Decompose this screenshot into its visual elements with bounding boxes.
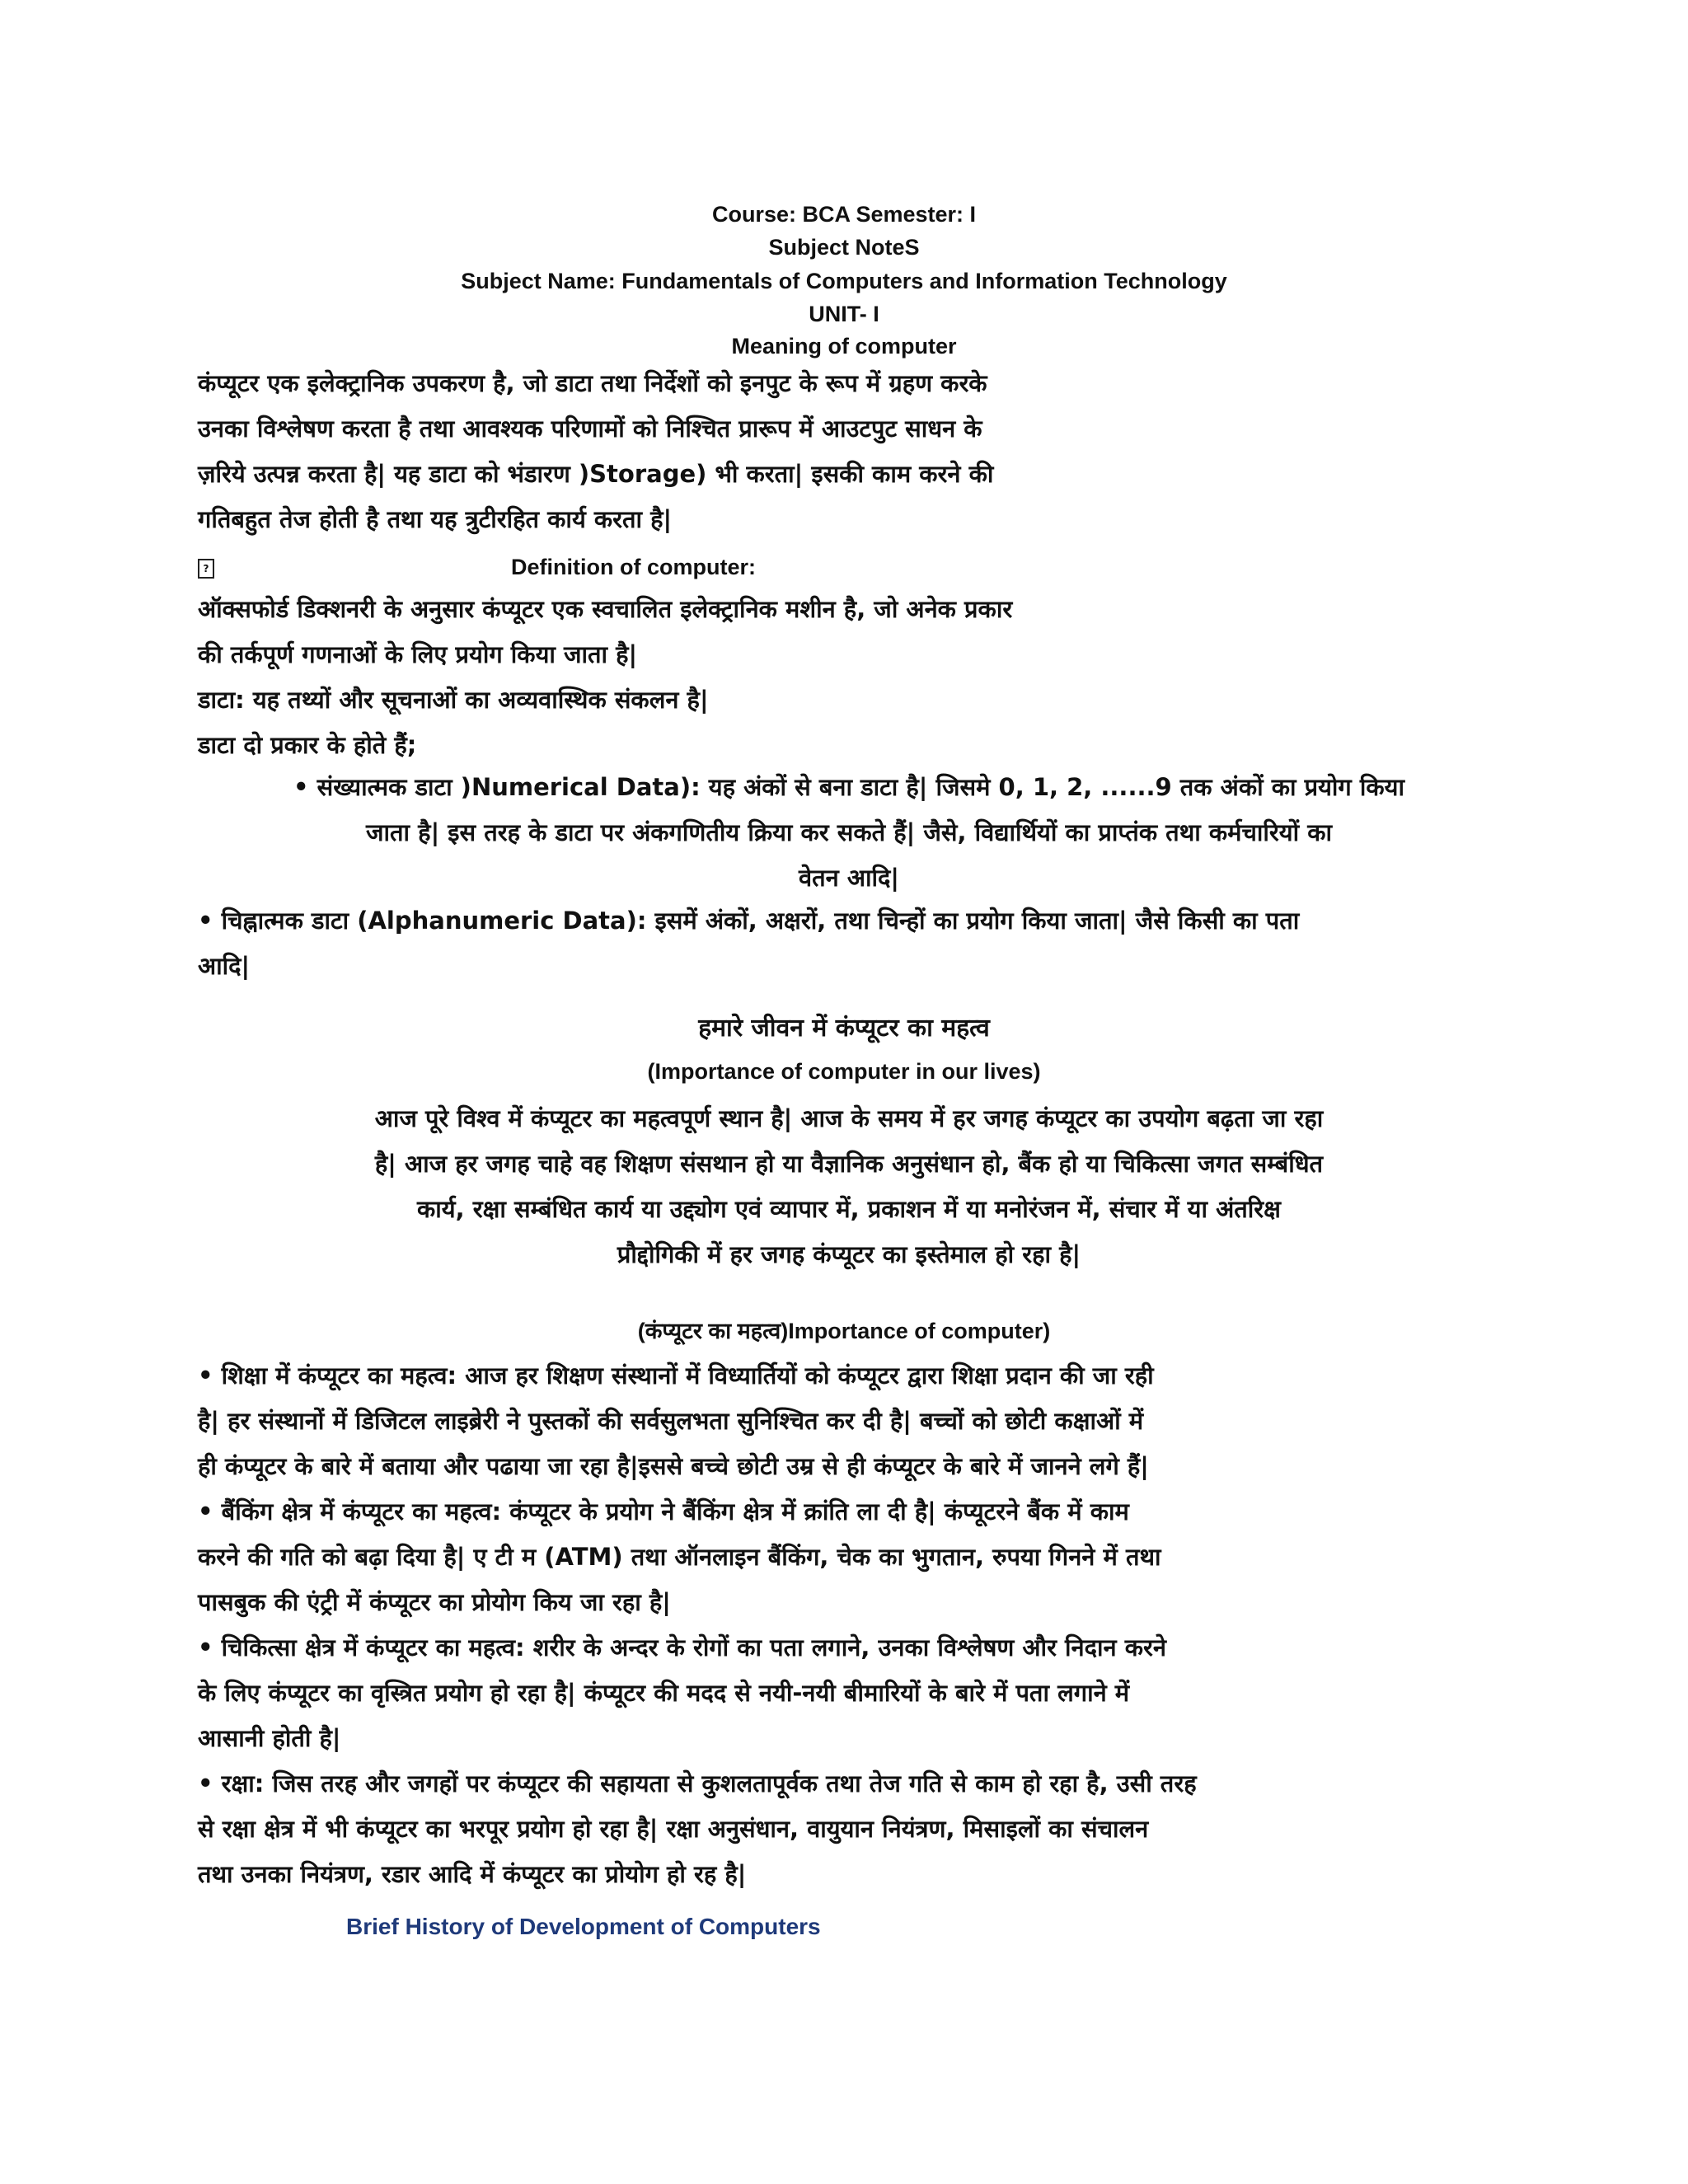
importance-lives-paragraph	[198, 1096, 1500, 1277]
importance-lives-line: प्रौद्दोगिकी में हर जगह कंप्यूटर का इस्तेमाल हो रहा है|	[617, 1240, 1081, 1268]
importance-lives-heading-hindi: हमारे जीवन में कंप्यूटर का महत्व	[698, 1014, 990, 1043]
numerical-line: वेतन आदि|	[799, 864, 899, 892]
missing-glyph-icon: ?	[198, 559, 214, 579]
alphanumeric-line: • चिह्नात्मक डाटा (Alphanumeric Data): इसमें अंकों, अक्षरों, तथा चिन्हों का प्रयोग किया जाता| जैसे किसी का पता	[198, 907, 1300, 935]
importance-line: से रक्षा क्षेत्र में भी कंप्यूटर का भरपूर प्रयोग हो रहा है| रक्षा अनुसंधान, वायुयान नियंत्रण, मिसाइलों का संचालन	[198, 1815, 1149, 1843]
importance-lives-heading-english: (Importance of computer in our lives)	[647, 1059, 1041, 1084]
meaning-heading: Meaning of computer	[731, 334, 957, 359]
importance-heading: (कंप्यूटर का महत्व)Importance of computer)	[637, 1319, 1051, 1343]
importance-paragraph	[198, 1353, 1500, 1897]
importance-line: करने की गति को बढ़ा दिया है| ए टी म (ATM) तथा ऑनलाइन बैंकिंग, चेक का भुगतान, रुपया गिनने में तथा	[198, 1543, 1161, 1571]
importance-line: • चिकित्सा क्षेत्र में कंप्यूटर का महत्व: शरीर के अन्दर के रोगों का पता लगाने, उनका विश्लेषण और निदान करने	[198, 1633, 1166, 1661]
meaning-line: ज़रिये उत्पन्न करता है| यह डाटा को भंडारण )Storage) भी करता| इसकी काम करने की	[198, 460, 994, 488]
importance-line: पासबुक की एंट्री में कंप्यूटर का प्रोयोग किय जा रहा है|	[198, 1588, 671, 1616]
unit-line: UNIT- I	[809, 302, 879, 326]
subject-name-line: Subject Name: Fundamentals of Computers and Information Technology	[461, 269, 1227, 293]
definition-heading: Definition of computer:	[511, 555, 756, 579]
alphanumeric-data-item	[198, 898, 1500, 989]
meaning-line: कंप्यूटर एक इलेक्ट्रानिक उपकरण है, जो डाटा तथा निर्देशों को इनपुट के रूप में ग्रहण करके	[198, 369, 987, 397]
importance-lives-line: आज पूरे विश्व में कंप्यूटर का महत्वपूर्ण स्थान है| आज के समय में हर जगह कंप्यूटर का उपयोग बढ़ता जा रहा	[374, 1104, 1324, 1132]
alphanumeric-line: आदि|	[198, 952, 251, 980]
importance-line: है| हर संस्थानों में डिजिटल लाइब्रेरी ने पुस्तकों की सर्वसुलभता सुनिश्चित कर दी है| बच्चों को छोटी कक्षाओं में	[198, 1407, 1144, 1435]
definition-line: डाटा: यह तथ्यों और सूचनाओं का अव्यवास्थिक संकलन है|	[198, 686, 709, 714]
numerical-data-item	[198, 765, 1500, 901]
definition-line: डाटा दो प्रकार के होते हैं;	[198, 731, 417, 759]
importance-line: तथा उनका नियंत्रण, रडार आदि में कंप्यूटर का प्रोयोग हो रह है|	[198, 1860, 747, 1888]
definition-line: ऑक्सफोर्ड डिक्शनरी के अनुसार कंप्यूटर एक स्वचालित इलेक्ट्रानिक मशीन है, जो अनेक प्रकार	[198, 595, 1013, 623]
importance-line: • बैंकिंग क्षेत्र में कंप्यूटर का महत्व: कंप्यूटर के प्रयोग ने बैंकिंग क्षेत्र में क्रांति ला दी है| कंप्यूटरने बैंक में काम	[198, 1497, 1129, 1526]
importance-line: आसानी होती है|	[198, 1724, 341, 1752]
numerical-line: • संख्यात्मक डाटा )Numerical Data): यह अंकों से बना डाटा है| जिसमे 0, 1, 2, ......9 तक अंकों का प्रयोग किया	[293, 773, 1404, 801]
course-line: Course: BCA Semester: I	[711, 202, 977, 227]
definition-line: की तर्कपूर्ण गणनाओं के लिए प्रयोग किया जाता है|	[198, 640, 638, 668]
history-heading: Brief History of Development of Computers	[346, 1914, 821, 1939]
numerical-line: जाता है| इस तरह के डाटा पर अंकगणितीय क्रिया कर सकते हैं| जैसे, विद्यार्थियों का प्राप्तंक तथा कर्मचारियों का	[366, 818, 1332, 846]
importance-line: • शिक्षा में कंप्यूटर का महत्व: आज हर शिक्षण संस्थानों में विध्यार्तियों को कंप्यूटर द्वारा शिक्षा प्रदान की जा रही	[198, 1361, 1154, 1390]
importance-lives-line: है| आज हर जगह चाहे वह शिक्षण संसथान हो या वैज्ञानिक अनुसंधान हो, बैंक हो या चिकित्सा जगत सम्बंधित	[374, 1150, 1324, 1178]
importance-line: के लिए कंप्यूटर का वृस्त्रित प्रयोग हो रहा है| कंप्यूटर की मदद से नयी-नयी बीमारियों के बारे में पता लगाने में	[198, 1679, 1130, 1707]
meaning-line: उनका विश्लेषण करता है तथा आवश्यक परिणामों को निश्चित प्रारूप में आउटपुट साधन के	[198, 415, 982, 443]
definition-paragraph	[198, 587, 1500, 768]
importance-line: • रक्षा: जिस तरह और जगहों पर कंप्यूटर की सहायता से कुशलतापूर्वक तथा तेज गति से काम हो रहा है, उसी तरह	[198, 1769, 1197, 1797]
definition-heading-row	[198, 551, 1500, 584]
meaning-line: गतिबहुत तेज होती है तथा यह त्रुटीरहित कार्य करता है|	[198, 505, 673, 533]
subject-notes-line: Subject NoteS	[768, 235, 920, 260]
importance-line: ही कंप्यूटर के बारे में बताया और पढाया जा रहा है|इससे बच्चे छोटी उम्र से ही कंप्यूटर के बारे में जानने लगे हैं|	[198, 1452, 1149, 1480]
importance-lives-line: कार्य, रक्षा सम्बंधित कार्य या उद्द्योग एवं व्यापार में, प्रकाशन में या मनोरंजन में, संचार में या अंतरिक्ष	[417, 1195, 1281, 1223]
meaning-paragraph	[198, 361, 1500, 542]
